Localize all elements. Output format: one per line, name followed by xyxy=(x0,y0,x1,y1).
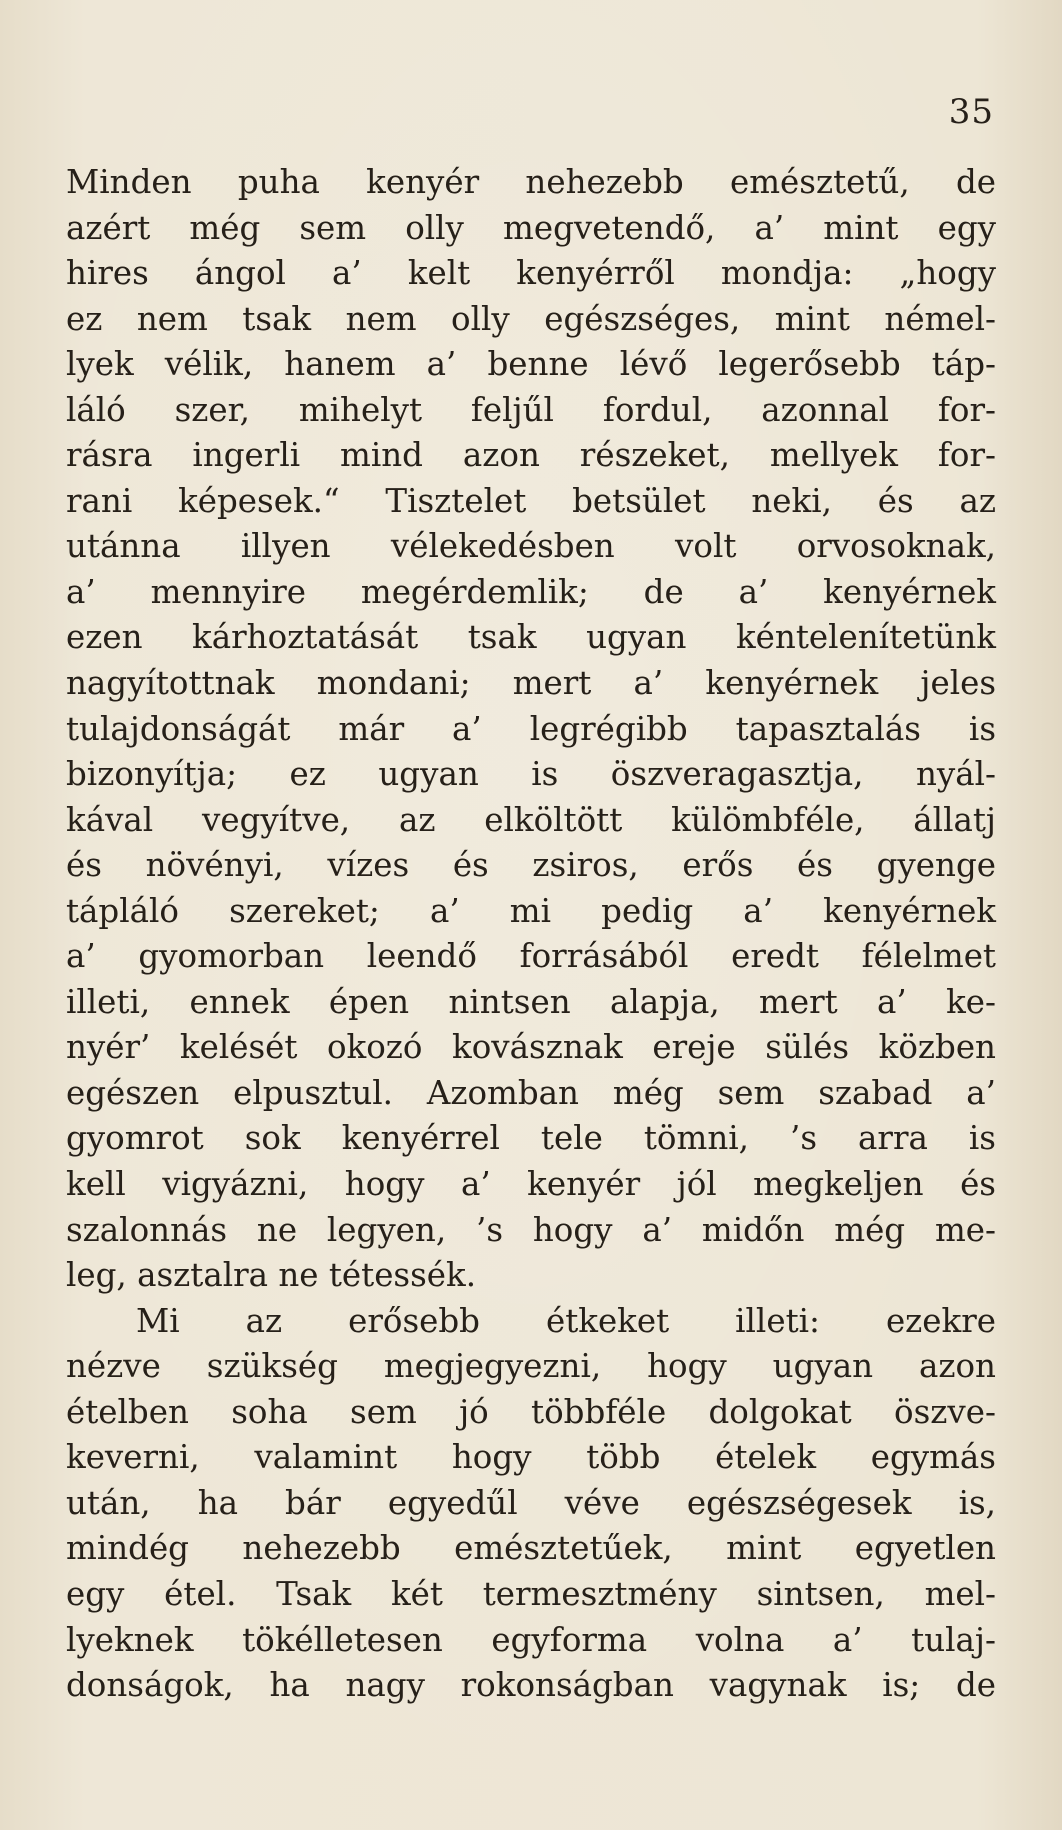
text-line: bizonyítja; ez ugyan is öszveragasztja, nyál- xyxy=(66,755,996,794)
text-line: keverni, valamint hogy több ételek egymás xyxy=(66,1438,996,1477)
text-line: szalonnás ne legyen, ’s hogy a’ midőn még me- xyxy=(66,1210,996,1249)
text-line: lyek vélik, hanem a’ benne lévő legerősebb táp- xyxy=(66,345,996,384)
text-line: gyomrot sok kenyérrel tele tömni, ’s arra is xyxy=(66,1119,996,1158)
text-line: Mi az erősebb étkeket illeti: ezekre xyxy=(136,1301,996,1340)
text-line: rásra ingerli mind azon részeket, mellyek for- xyxy=(66,436,996,475)
text-line: egészen elpusztul. Azomban még sem szabad a’ xyxy=(66,1073,996,1112)
text-line: nézve szükség megjegyezni, hogy ugyan azon xyxy=(66,1347,996,1386)
text-line: leg, asztalra ne tétessék. xyxy=(66,1256,477,1295)
text-line: azért még sem olly megvetendő, a’ mint egy xyxy=(66,208,996,247)
text-line: hires ángol a’ kelt kenyérről mondja: „hogy xyxy=(66,254,996,293)
text-line: donságok, ha nagy rokonságban vagynak is; de xyxy=(66,1666,996,1705)
text-line: egy étel. Tsak két termesztmény sintsen, mel- xyxy=(66,1574,996,1613)
page-number: 35 xyxy=(948,92,994,132)
text-line: a’ mennyire megérdemlik; de a’ kenyérnek xyxy=(66,572,996,611)
text-line: illeti, ennek épen nintsen alapja, mert a’ ke- xyxy=(66,982,996,1021)
text-line: ezen kárhoztatását tsak ugyan kéntelenítetünk xyxy=(66,618,996,657)
text-line: Minden puha kenyér nehezebb emésztetű, de xyxy=(66,163,996,201)
text-line: ez nem tsak nem olly egészséges, mint némel- xyxy=(66,299,996,338)
text-line: utánna illyen vélekedésben volt orvosoknak, xyxy=(66,527,996,566)
text-line: és növényi, vízes és zsiros, erős és gyenge xyxy=(66,846,996,885)
text-line: nagyítottnak mondani; mert a’ kenyérnek jeles xyxy=(66,664,996,703)
text-line: lyeknek tökélletesen egyforma volna a’ tulaj- xyxy=(66,1620,996,1659)
text-line: a’ gyomorban leendő forrásából eredt félelmet xyxy=(66,937,996,976)
text-line: kell vigyázni, hogy a’ kenyér jól megkeljen és xyxy=(66,1165,996,1204)
text-line: nyér’ kelését okozó kovásznak ereje sülés közben xyxy=(66,1028,996,1067)
text-line: ételben soha sem jó többféle dolgokat öszve- xyxy=(66,1392,996,1431)
text-line: rani képesek.“ Tisztelet betsület neki, és az xyxy=(66,481,996,520)
body-text xyxy=(66,160,996,1709)
text-line: után, ha bár egyedűl véve egészségesek is, xyxy=(66,1483,996,1522)
text-line: kával vegyítve, az elköltött külömbféle, állatj xyxy=(66,800,996,839)
text-line: mindég nehezebb emésztetűek, mint egyetlen xyxy=(66,1529,996,1568)
text-line: láló szer, mihelyt feljűl fordul, azonnal for- xyxy=(66,390,996,429)
text-line: tulajdonságát már a’ legrégibb tapasztalás is xyxy=(66,709,996,748)
text-line: tápláló szereket; a’ mi pedig a’ kenyérnek xyxy=(66,891,996,930)
